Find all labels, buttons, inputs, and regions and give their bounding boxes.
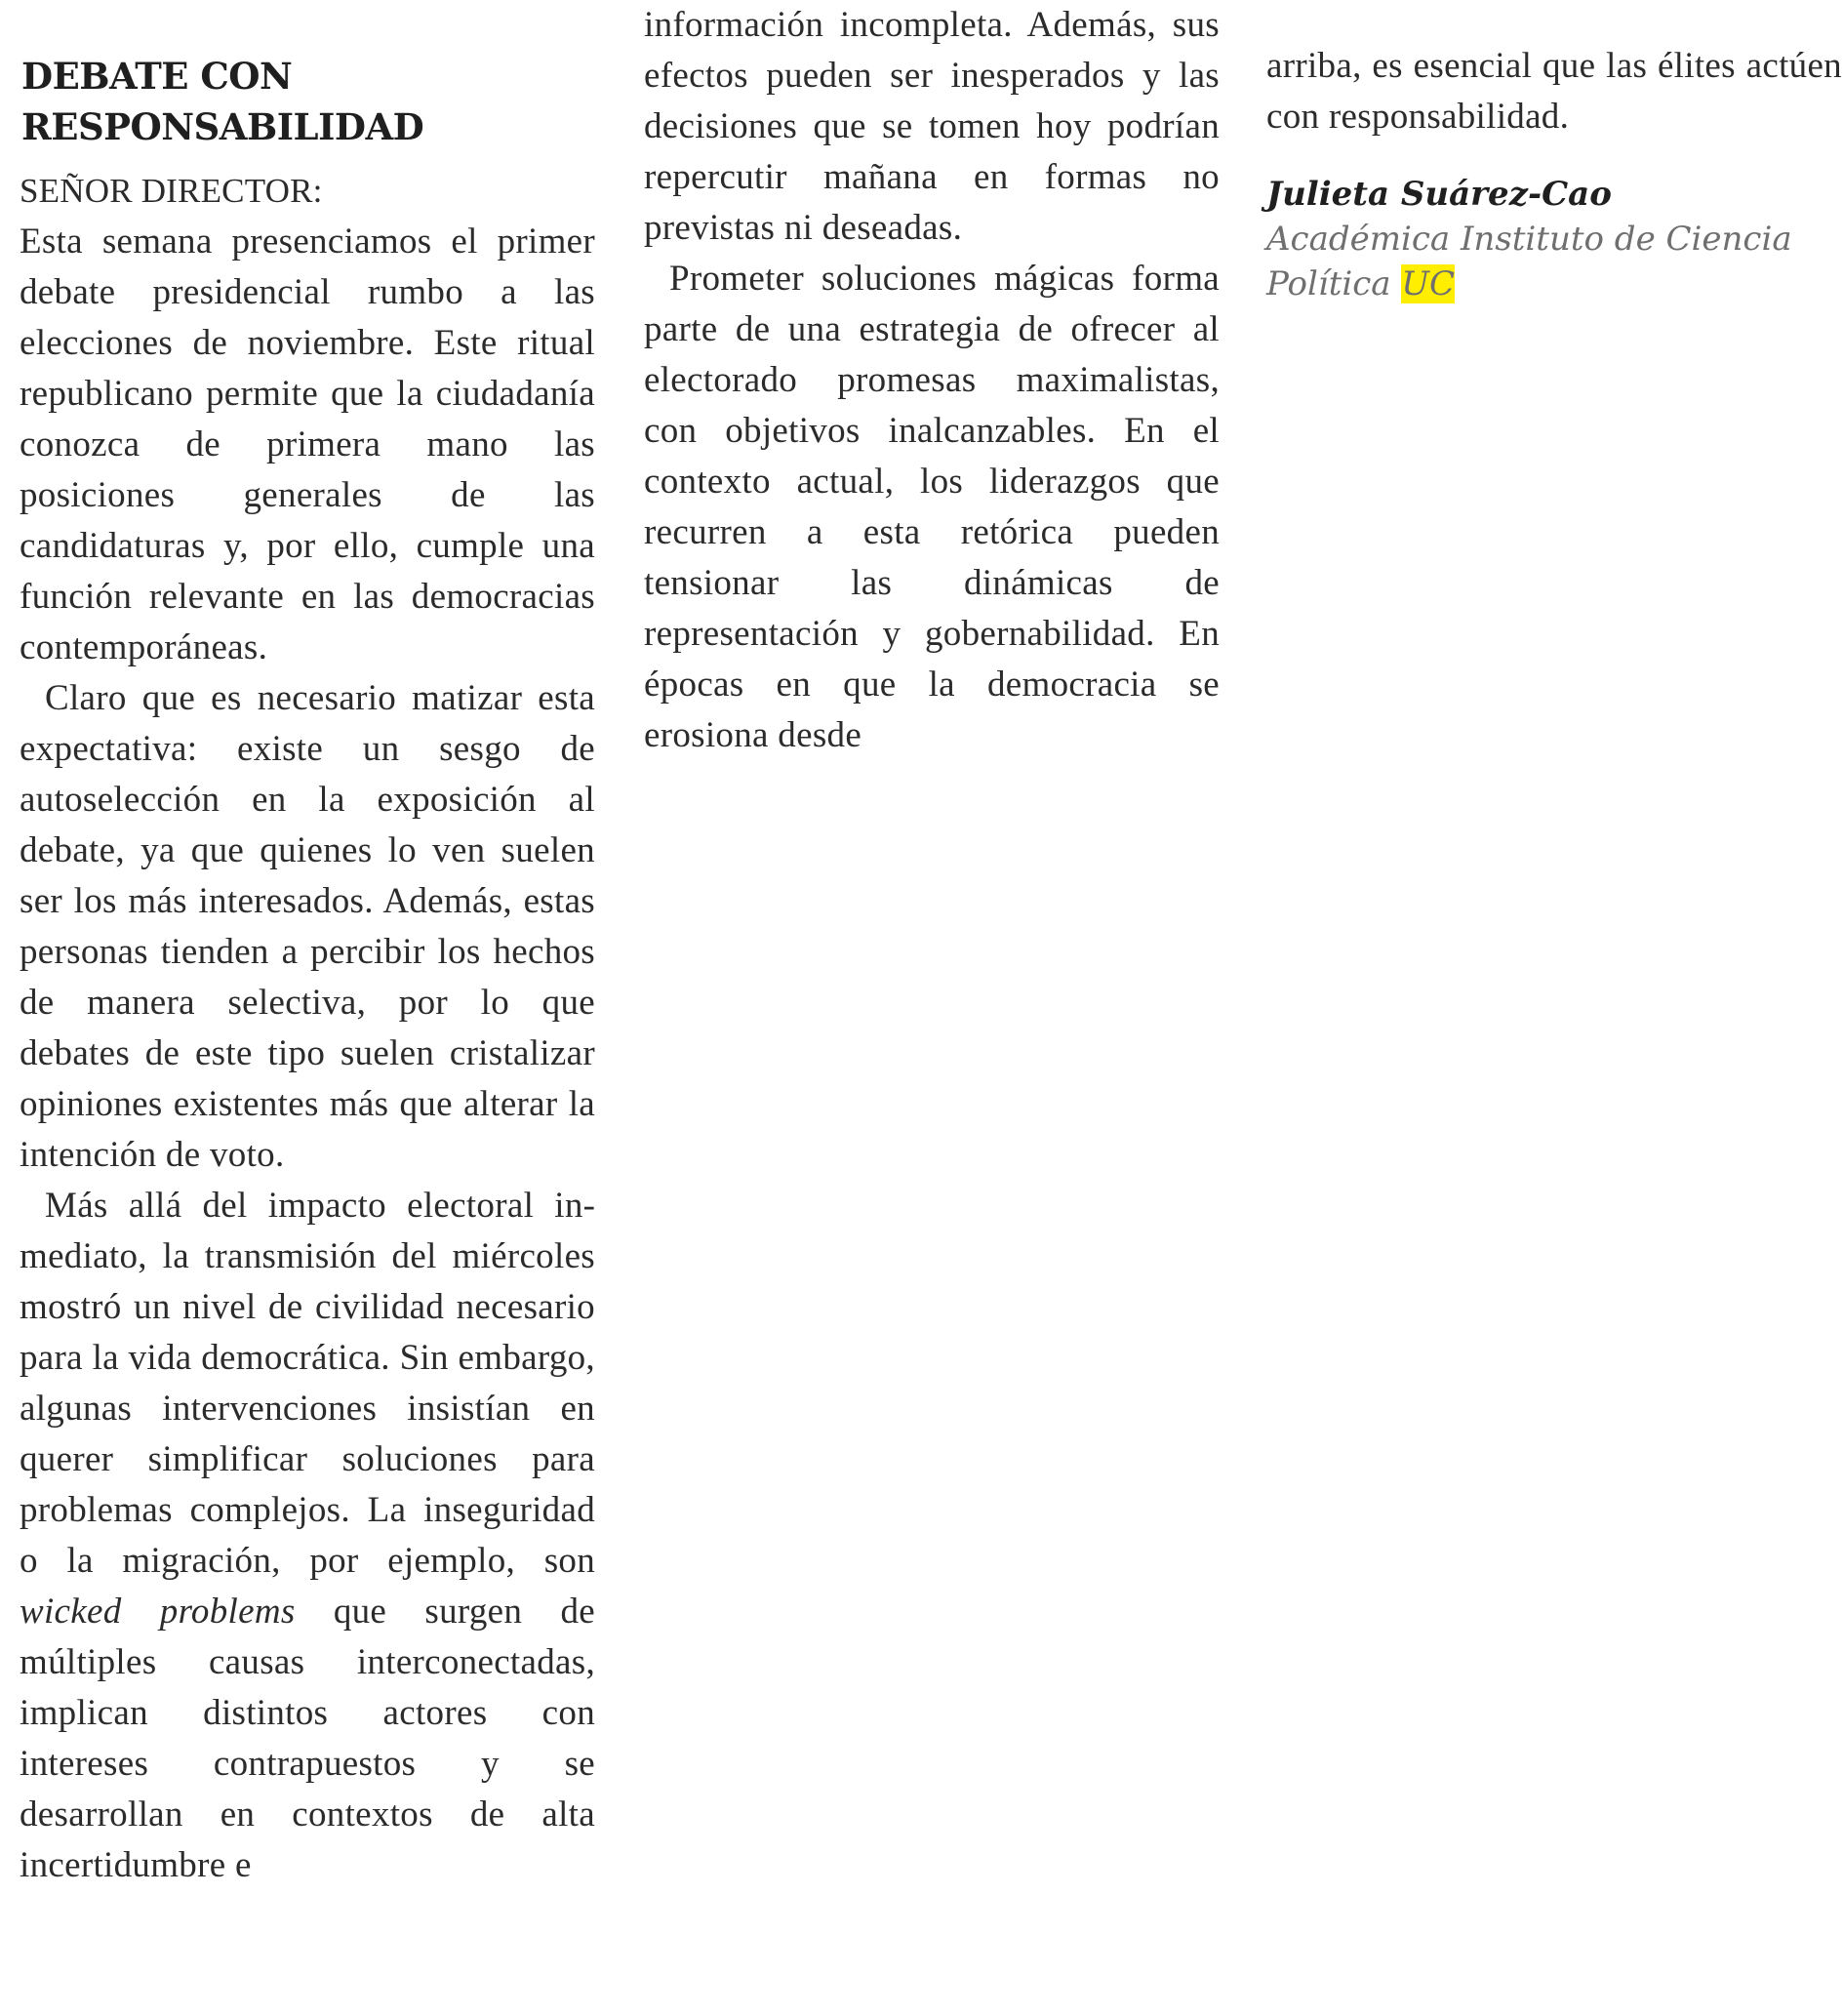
title-line-2: RESPONSABILIDAD [21,105,424,148]
column-3 [1266,41,1842,142]
signature-role [1266,217,1842,306]
paragraph-2: Claro que es necesario matizar esta expectativa: existe un sesgo de autoselección en la exposición al debate, ya que quienes lo ven suelen ser los más interesados. Además, estas personas tienden a percibir los hechos de manera selectiva, por lo que debates de este tipo suelen cristalizar opiniones existentes más que alterar la intención de voto. [20,678,595,1175]
title-line-1: DEBATE CON [21,55,293,98]
paragraph-3-continued: información incompleta. Además, sus efectos pueden ser inesperados y las decisiones que se tomen hoy podrían repercutir mañana en formas no previstas ni deseadas. [644,5,1220,248]
signature-role-text: Académica Instituto de Ciencia Política [1266,220,1792,303]
paragraph-3-italic: wicked problems [20,1592,296,1632]
highlighted-uc: UC [1401,264,1456,303]
paragraph-4: Prometer soluciones mágicas forma parte de una estrategia de ofrecer al electorado promesas maximalistas, con objetivos inalcanzables. En el contexto actual, los liderazgos que recurren a esta retórica pueden tensionar las dinámicas de representación y gobernabilidad. En épocas en que la democracia se erosiona desde [644,259,1220,755]
paragraph-1: Esta semana presenciamos el primer debate presidencial rumbo a las elecciones de noviembre. Este ritual republicano permite que la ciudadanía conozca de primera mano las posiciones generales de las candidaturas y, por ello, cumple una función relevante en las democracias contemporáneas. [20,222,595,667]
signature-block [1266,172,1842,306]
article-title [21,51,423,152]
paragraph-3-part-2-col1: que surgen de múltiples causas interconectadas, implican distintos actores con intereses contrapuestos y se desarrollan en contextos de alta incertidumbre e [20,1592,595,1885]
signature-name: Julieta Suárez-Cao [1266,175,1612,214]
column-1 [20,217,595,1891]
paragraph-3-part-1: Más allá del impacto electoral inmediato, la transmisión del miércoles mostró un nivel de civilidad necesario para la vida democrática. Sin embargo, algunas intervenciones insistían en querer simplificar soluciones para problemas complejos. La inseguridad o la migración, por ejemplo, son [20,1186,595,1581]
paragraph-3-start [20,1181,595,1891]
column-2 [644,0,1220,761]
salutation: SEÑOR DIRECTOR: [20,172,323,210]
paragraph-4-continued: arriba, es esencial que las élites actúen con responsabilidad. [1266,46,1842,137]
